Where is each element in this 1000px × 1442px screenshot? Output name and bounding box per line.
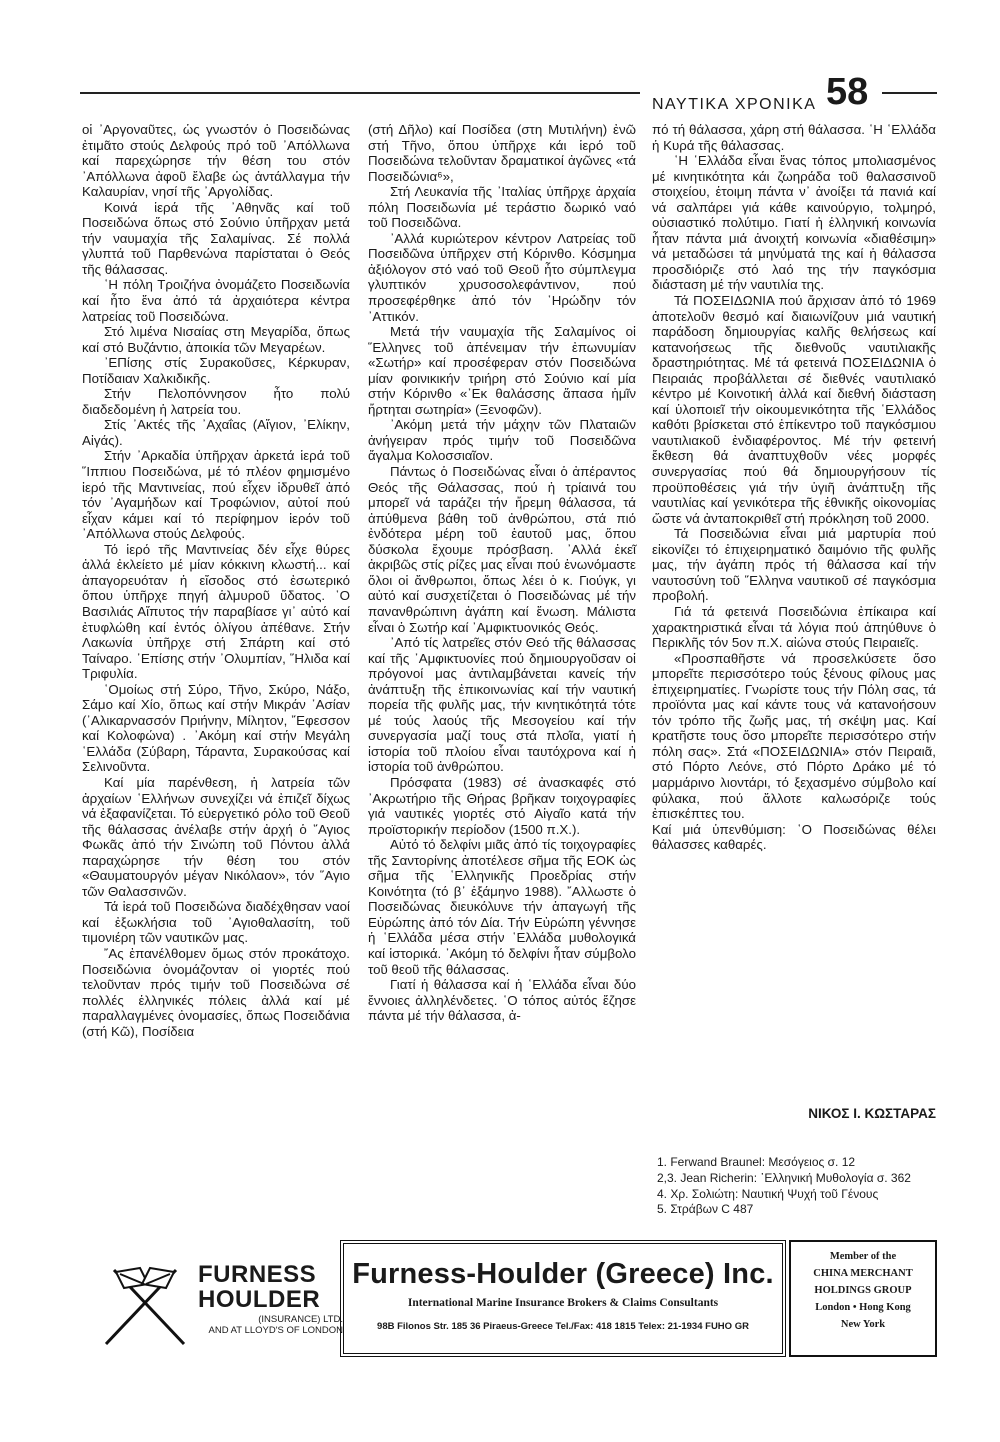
reference-item: 5. Στράβων C 487 <box>657 1202 754 1217</box>
crossed-flags-icon <box>96 1262 196 1352</box>
paragraph: Αὐτό τό δελφίνι μιᾶς ἀπό τίς τοιχογραφίες τῆς Σαντορίνης ἀποτέλεσε σῆμα τῆς ΕΟΚ ὡς σῆμα τῆς ῾Ελληνικῆς Προεδρίας στήν Κοινότητα (τό β᾿ ἑξάμηνο 1988). ῎Αλλωστε ὁ Ποσειδώνας διευκόλυνε τήν ἁπαγωγή τῆς Εὐρώπης ἀπό τόν Δία. Τήν Εὐρώπη γέννησε ἡ ῾Ελλάδα μέσα στήν ῾Ελλάδα μυθολογικά καί ἱστορικά. ᾿Ακόμη τό δελφίνι ἦταν σύμβολο τοῦ θεοῦ τῆς θάλασσας. <box>368 837 636 977</box>
header-rule-left <box>80 92 640 94</box>
article-column-3 <box>652 122 936 853</box>
paragraph: ᾿Από τίς λατρεῖες στόν Θεό τῆς θάλασσας καί τῆς ᾿Αμφικτυονίες πού δημιουργοῦσαν οἱ πρόγονοί μας ἀντιλαμβάνεται κανείς τήν ἀνάπτυξη τῆς ἐπικοινωνίας καί τήν ναυτική πορεία τῆς φυλῆς μας, τήν κινητικότητά τότε μέ τούς λαούς τῆς Μεσογείου καί τήν συνεργασία μαζί τους στά πλοῖα, γιατί ἡ ἱστορία τοῦ πλοίου εἶναι ταυτόχρονα καί ἡ ἱστορία τοῦ ἀνθρώπου. <box>368 635 636 775</box>
paragraph: Στήν Πελοπόννησον ἦτο πολύ διαδεδομένη ἡ λατρεία του. <box>82 386 350 417</box>
paragraph: Τό ἱερό τῆς Μαντινείας δέν εἶχε θύρες ἀλλά ἐκλείετο μέ μίαν κόκκινη κλωστή... καί ἀπαγορευόταν ἡ εἴσοδος στό ἐσωτερικό ὅπου ὑπῆρχε πηγή ἁλμυροῦ ὕδατος. ῾Ο Βασιλιάς Αἴπυτος τήν παραβίασε γι᾿ αὐτό καί ἐτυφλώθη καί ἐντός ὀλίγου ἀπέθανε. Στήν Λακωνία ὑπῆρχε στή Σπάρτη καί στό Ταίναρο. ᾿Επίσης στήν ᾿Ολυμπίαν, ῞Ηλιδα καί Τριφυλία. <box>82 541 350 682</box>
paragraph: Πρόσφατα (1983) σέ ἀνασκαφές στό ᾿Ακρωτήριο τῆς Θήρας βρῆκαν τοιχογραφίες γιά ναυτικές γιορτές στό Αἰγαῖο κατά τήν προϊστορικήν περίοδον (1500 π.Χ.). <box>368 774 636 837</box>
article-column-1 <box>82 122 350 1039</box>
paragraph: Καί μιά ὑπενθύμιση: ῾Ο Ποσειδώνας θέλει θάλασσες καθαρές. <box>652 821 936 853</box>
paragraph: ῾Η ῾Ελλάδα εἶναι ἕνας τόπος μπολιασμένος μέ κινητικότητα κάι ζωηράδα τοῦ θαλασσινοῦ στοιχείου, ἑτοιμη πάντα ν᾿ ἀνοίξει τά πανιά καί νά σαλπάρει γιά κάθε καινούργιο, τολμηρό, οὐσιαστικό πολύτιμο. Γιατί ἡ ἑλληνική κοινωνία ἦταν πάντα μιά ἀνοιχτή κοινωνία «διαθέσιμη» νά μεταδώσει τά μηνύματά της καί ἡ θάλασσα προσδιόριζε στό λαό της τήν παγκόσμια διάσταση μέ τήν ναυτιλία της. <box>652 153 936 293</box>
paragraph: Τά ΠΟΣΕΙΔΩΝΙΑ πού ἄρχισαν ἀπό τό 1969 ἀποτελοῦν θεσμό καί διαιωνίζουν μιά ναυτική παράδοση δημιουργίας καλῆς θελήσεως καί κατανοήσεως τῆς διεθνοῦς ναυτιλιακῆς δραστηριότητας. Μέ τά φετεινά ΠΟΣΕΙΔΩΝΙΑ ὁ Πειραιάς προβάλλεται σέ διεθνές ναυτιλιακό κέντρο μέ Κοινοτική ἀλλά καί διεθνή διάσταση καί ὑλοποιεῖ τήν οἰκουμενικότητα τῆς ῾Ελλάδος καθότι βρίσκεται στό ἐπίκεντρο τοῦ παγκόσμιου ναυτιλιακοῦ ἐνδιαφέροντος. Μέ τήν φετεινή ἔκθεση θά ἀναπτυχθοῦν νέες μορφές συνεργασίας πού θά δημιουργήσουν τίς προϋποθέσεις γιά τήν ὑγιῆ ἀνάπτυξη τῆς ναυτιλίας καί γενικότερα τῆς ἐθνικῆς οἰκονομίας ὥστε νά ἀνταποκριθεῖ στή πρόκληση τοῦ 2000. <box>652 293 936 526</box>
logo-sub-1: (INSURANCE) LTD. <box>258 1314 343 1325</box>
reference-item: 4. Χρ. Σολιώτη: Ναυτική Ψυχή τοῦ Γένους <box>657 1186 879 1201</box>
member-line: New York <box>840 1319 886 1330</box>
member-line: HOLDINGS GROUP <box>814 1285 912 1296</box>
paragraph: ᾿Αλλά κυριώτερον κέντρον Λατρείας τοῦ Ποσειδῶνα ὑπῆρχεν στή Κόρινθο. Κόσμημα ἀξιόλογον στό ναό τοῦ Θεοῦ ἦτο σύμπλεγμα γλυπτικόν χρυσοσολεφάντινον, πού προσεφέρθηκε ἀπό τόν ῾Ηρώδην τόν ᾿Αττικόν. <box>368 230 636 324</box>
furness-houlder-logo-text <box>198 1262 320 1312</box>
logo-subtitle <box>193 1314 343 1336</box>
paragraph: Στή Λευκανία τῆς ᾿Ιταλίας ὑπῆρχε ἀρχαία πόλη Ποσειδωνία μέ τεράστιο δωρικό ναό τοῦ Ποσειδῶνα. <box>368 184 636 231</box>
ad-company-name: Furness-Houlder (Greece) Inc. <box>352 1258 774 1290</box>
paragraph: Γιά τά φετεινά Ποσειδώνια ἐπίκαιρα καί χαρακτηριστικά εἶναι τά λόγια πού ἀπηύθυνε ὁ Περικλῆς τόν 5ον π.Χ. αἰώνα στούς Πειραιεῖς. <box>652 603 936 651</box>
paragraph: «Προσπαθῆστε νά προσελκύσετε ὅσο μπορεῖτε περισσότερο τούς ξένους φίλους μας ἐπιχειρηματίες. Γνωρίστε τους τήν Πόλη σας, τά προϊόντα μας καί κάντε τους νά κατανοήσουν τόν τρόπο τῆς ζωῆς μας, τή σκέψη μας. Καί κρατῆστε τους ὅσο μπορεῖτε περισσότερο στήν πόλη σας». Στά «ΠΟΣΕΙΔΩΝΙΑ» στόν Πειραιᾶ, στό Πόρτο Λεόνε, στό Πόρτο Δράκο μέ τό μαρμάρινο λιοντάρι, τό ξεχασμένο σύμβολο καί φύλακα, πού ἄλλοτε καλωσόριζε τούς ἐπισκέπτες του. <box>652 650 936 822</box>
member-line: CHINA MERCHANT <box>813 1268 913 1279</box>
article-column-2 <box>368 122 636 1024</box>
paragraph: Τά Ποσειδώνια εἶναι μιά μαρτυρία πού εἰκονίζει τό ἐπιχειρηματικό δαιμόνιο τῆς φυλῆς μας, τήν ἀγάπη πρός τή θάλασσα καί τήν ναυτοσύνη τοῦ ῞Ελληνα ναυτικοῦ σέ παγκόσμια προβολή. <box>652 526 936 604</box>
paragraph: ᾿Ακόμη μετά τήν μάχην τῶν Πλαταιῶν ἀνήγειραν πρός τιμήν τοῦ Ποσειδῶνα ἄγαλμα Κολοσσιαῖον. <box>368 417 636 464</box>
ad-tagline: International Marine Insurance Brokers & Claims Consultants <box>407 1297 719 1309</box>
paragraph: Κοινά ἱερά τῆς ᾿Αθηνᾶς καί τοῦ Ποσειδώνα ὅπως στό Σούνιο ὑπῆρχαν μετά τήν ναυμαχία τῆς Σαλαμίνας. Σέ πολλά γλυπτά τοῦ Παρθενώνα παρίσταται ὁ Θεός τῆς θάλασσας. <box>82 199 350 277</box>
logo-line-1: FURNESS <box>198 1261 317 1288</box>
paragraph: Στίς ᾿Ακτές τῆς ᾿Αχαΐας (Αἴγιον, ᾿Ελίκην, Αἰγάς). <box>82 417 350 448</box>
logo-line-2: HOULDER <box>198 1286 321 1313</box>
paragraph: Γιατί ἡ θάλασσα καί ἡ ῾Ελλάδα εἶναι δύο ἔννοιες ἀλληλένδετες. ῾Ο τόπος αὐτός ἔζησε πάντα μέ τήν θάλασσα, ἀ- <box>368 977 636 1024</box>
member-line: Member of the <box>829 1251 897 1262</box>
paragraph: ᾿ΕΠίσης στίς Συρακοῦσες, Κέρκυραν, Ποτίδαιαν Χαλκιδικῆς. <box>82 355 350 386</box>
paragraph: Πάντως ὁ Ποσειδώνας εἶναι ὁ ἀπέραντος Θεός τῆς Θάλασσας, πού ἡ τρίαινά του μπορεῖ νά ταράζει τήν ἤρεμη θάλασσα, τά ἀπύθμενα βάθη τοῦ ἀνθρώπου, στά πιό ἐνδότερα μέρη τοῦ ἑαυτοῦ μας, ὅπου δύσκολα ἔχουμε πρόσβαση. ᾿Αλλά ἐκεῖ ἀκριβῶς στίς ρίζες μας εἶναι πού ἑνωνόμαστε ὅλοι οἱ ἄνθρωποι, ὅπως λέει ὁ κ. Γιούγκ, γι αὐτό καί συσχετίζεται ὁ Ποσειδώνας μέ τήν πανανθρώπινη ἀγάπη καί ἕνωση. Μάλιστα εἶναι ὁ Σωτήρ καί ᾿Αμφικτυονικός Θεός. <box>368 464 636 635</box>
paragraph: Στήν ᾿Αρκαδία ὑπῆρχαν ἀρκετά ἱερά τοῦ ῞Ιππιου Ποσειδώνα, μέ τό πλέον φημισμένο ἱερό τῆς Μαντινείας, πού εἶχεν ἱδρυθεῖ ἀπό τόν ᾿Αγαμήδων καί Τροφώνιον, αὐτοί πού εἶχαν κάμει καί τό περίφημον ἱερόν τοῦ ᾿Απόλλωνα στούς Δελφούς. <box>82 448 350 542</box>
reference-item: 1. Ferwand Braunel: Μεσόγειος σ. 12 <box>657 1155 856 1169</box>
paragraph: πό τή θάλασσα, χάρη στή θάλασσα. ῾Η ῾Ελλάδα ἡ Κυρά τῆς θάλασσας. <box>652 122 936 153</box>
paragraph: ῾Ομοίως στή Σύρο, Τῆνο, Σκύρο, Νάξο, Σάμο καί Χίο, ὅπως καί στήν Μικράν ᾿Ασίαν (᾿Αλικαρνασσόν Πριήνην, Μίλητον, ῎Εφεσσον καί Κολοφώνα) . ᾿Ακόμη καί στήν Μεγάλη ῾Ελλάδα (Σύβαρη, Τάραντα, Συρακούσας καί Σελινοῦντα. <box>82 681 350 775</box>
page-number: 58 <box>826 71 869 113</box>
paragraph: Καί μία παρένθεση, ἡ λατρεία τῶν ἀρχαίων ῾Ελλήνων συνεχίζει νά ἐπιζεῖ δίχως νά ἐξαφανίζεται. Τό εὐεργετικό ρόλο τοῦ Θεοῦ τῆς θάλασσας ἀνέλαβε στήν ἀρχή ὁ ῞Αγιος Φωκᾶς ἀπό τήν Σινώπη τοῦ Πόντου ἀλλά παραχώρησε τήν θέση του στόν «Θαυματουργόν μέγαν Νικόλαον», τόν ῞Αγιο τῶν Θαλασσινῶν. <box>82 774 350 899</box>
references-list <box>657 1155 941 1218</box>
paragraph: ῾Η πόλη Τροιζήνα ὀνομάζετο Ποσειδωνία καί ἦτο ἕνα ἀπό τά ἀρχαιότερα κέντρα λατρείας τοῦ Ποσειδώνα. <box>82 277 350 324</box>
paragraph: Μετά τήν ναυμαχία τῆς Σαλαμίνος οἱ ῞Ελληνες τοῦ ἀπένειμαν τήν ἐπωνυμίαν «Σωτήρ» καί προσέφεραν στόν Ποσειδώνα μίαν φοινικικήν τριήρη στό Σούνιο καί μία στήν Κόρινθο «᾿Εκ θαλάσσης ἅπασα ἡμῖν ἤρτηται σωτηρία» (Ξενοφῶν). <box>368 324 636 417</box>
header-rule-right <box>882 92 937 94</box>
logo-sub-2: AND AT LLOYD'S OF LONDON <box>208 1325 343 1336</box>
ad-address: 98B Filonos Str. 185 36 Piraeus-Greece Tel./Fax: 418 1815 Telex: 21-1934 FUHO GR <box>377 1321 749 1332</box>
paragraph: οἱ ᾿Αργοναῦτες, ὡς γνωστόν ὁ Ποσειδώνας ἐτιμᾶτο στούς Δελφούς πρό τοῦ ᾿Απόλλωνα καί παρεχώρησε τήν θέση του στόν ᾿Απόλλωνα ἀφοῦ ἔλαβε ὡς ἀντάλλαγμα τήν Καλαυρίαν, νησί τῆς ᾿Αργολίδας. <box>82 122 350 200</box>
paragraph: Στό λιμένα Νισαίας στη Μεγαρίδα, ὅπως καί στό Βυζάντιο, ἀποικία τῶν Μεγαρέων. <box>82 324 350 355</box>
reference-item: 2,3. Jean Richerin: ῾Ελληνική Μυθολογία σ. 362 <box>657 1170 911 1185</box>
paragraph: (στή Δῆλο) καί Ποσίδεα (στη Μυτιλήνη) ἐνῶ στή Τῆνο, ὅπου ὑπῆρχε κάι ἱερό τοῦ Ποσειδώνα τελοῦνταν δραματικοί ἀγῶνες «τά Ποσειδώνια⁶», <box>368 122 636 184</box>
member-line: London • Hong Kong <box>815 1302 911 1313</box>
advertisement-box <box>340 1240 786 1357</box>
paragraph: ῎Ας ἐπανέλθομεν ὅμως στόν προκάτοχο. Ποσειδώνια ὀνομάζονταν οἱ γιορτές πού τελοῦνταν πρός τιμήν τοῦ Ποσειδώνα σέ πολλές ἑλληνικές πόλεις ἀλλά καί μέ παραλλαγμένες ὀνομασίες, ὅπως Ποσειδάνια (στή Κῶ), Ποσίδεια <box>82 945 350 1039</box>
author-signature: ΝΙΚΟΣ Ι. ΚΩΣΤΑΡΑΣ <box>808 1106 936 1121</box>
paragraph: Τά ἱερά τοῦ Ποσειδώνα διαδέχθησαν ναοί καί ἐξωκλήσια τοῦ ᾿Αγιοθαλασίτη, τοῦ τιμονιέρη τῶν ναυτικῶν μας. <box>82 899 350 946</box>
membership-box <box>789 1240 937 1357</box>
magazine-title: ΝΑΥΤΙΚΑ ΧΡΟΝΙΚΑ <box>652 96 817 113</box>
